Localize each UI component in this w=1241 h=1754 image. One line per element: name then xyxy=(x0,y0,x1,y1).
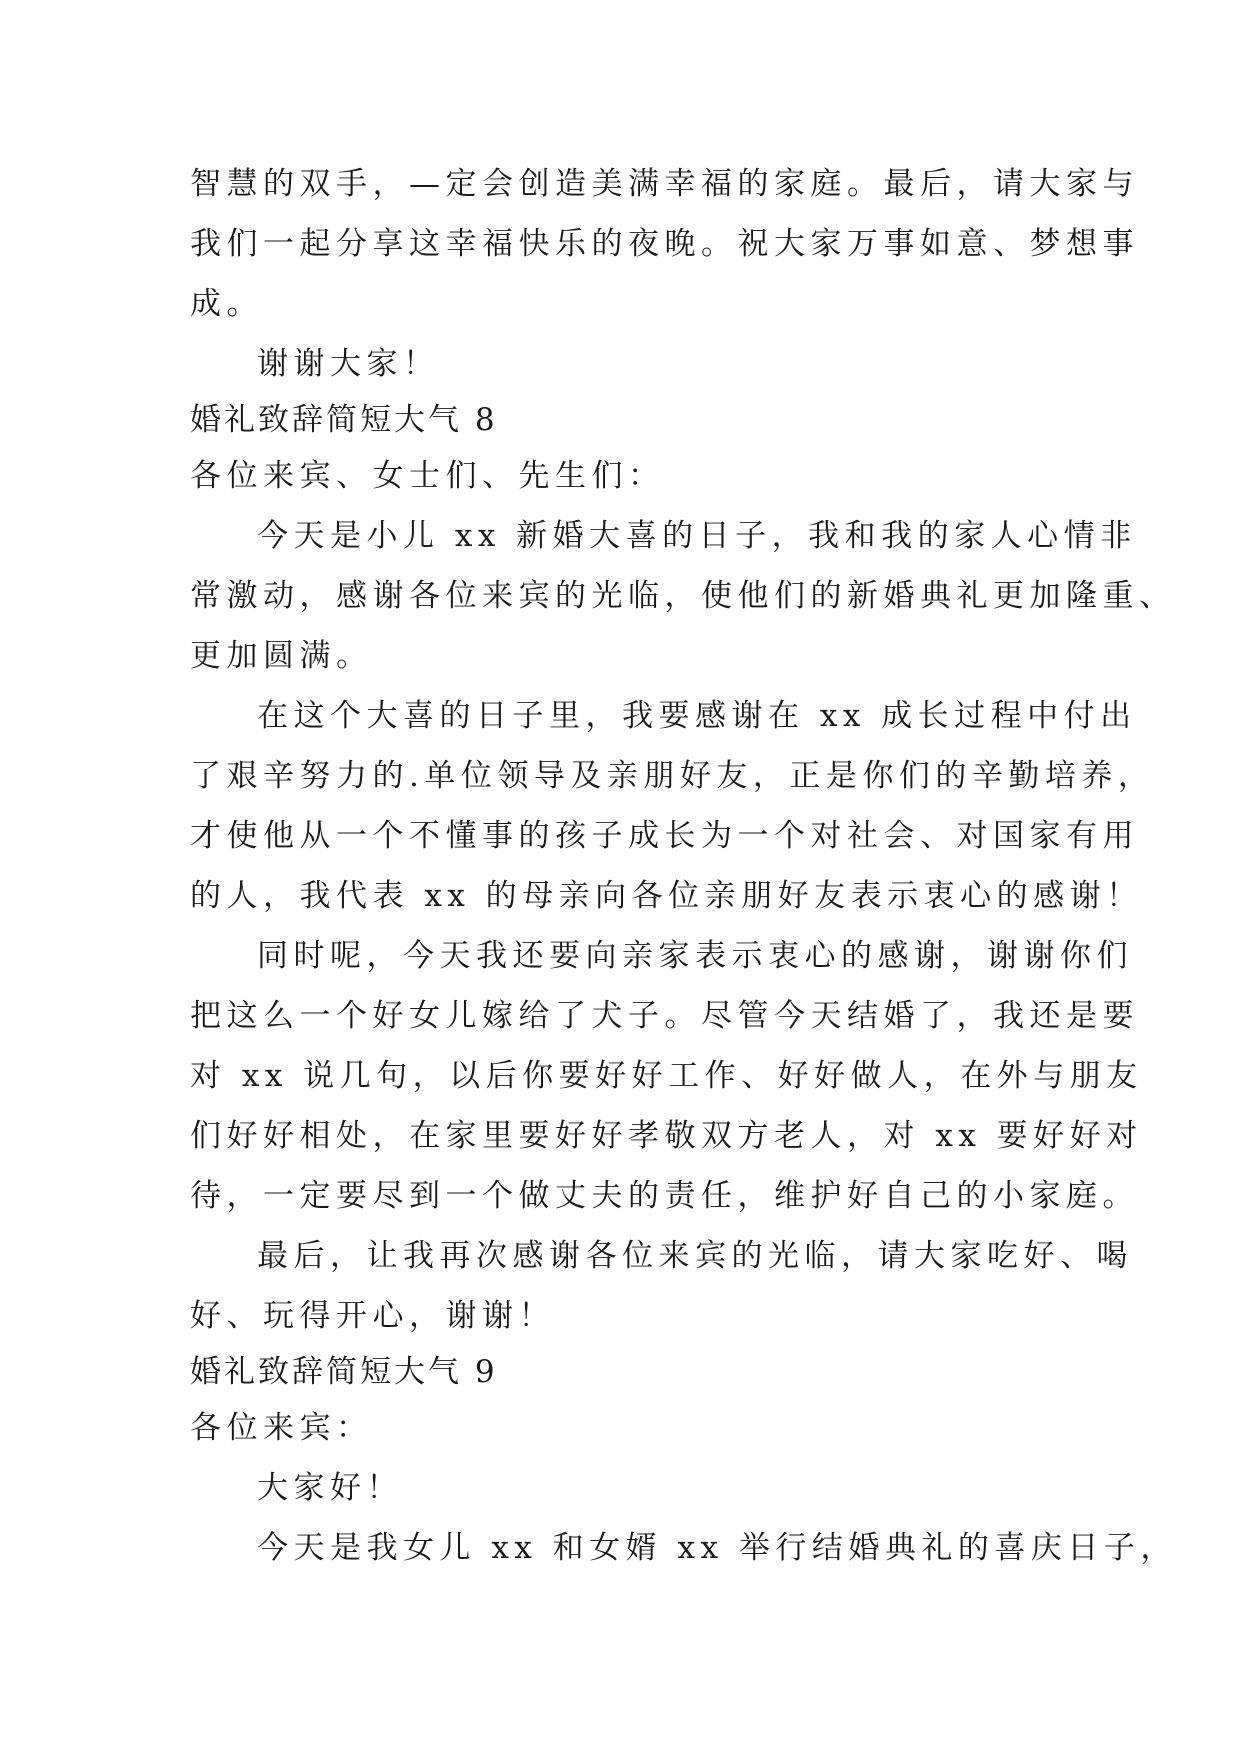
paragraph-line: 今天是我女儿 xx 和女婿 xx 举行结婚典礼的喜庆日子， xyxy=(257,1530,1177,1566)
salutation-line: 各位来宾、女士们、先生们： xyxy=(190,458,665,494)
paragraph-line: 我们一起分享这幸福快乐的夜晚。祝大家万事如意、梦想事 xyxy=(190,226,1139,262)
paragraph-line: 在这个大喜的日子里，我要感谢在 xx 成长过程中付出 xyxy=(257,698,1137,734)
paragraph-line: 谢谢大家！ xyxy=(257,346,440,382)
paragraph-line: 最后，让我再次感谢各位来宾的光临，请大家吃好、喝 xyxy=(257,1238,1133,1274)
paragraph-line: 才使他从一个不懂事的孩子成长为一个对社会、对国家有用 xyxy=(190,818,1139,854)
paragraph-line: 同时呢，今天我还要向亲家表示衷心的感谢，谢谢你们 xyxy=(257,938,1133,974)
paragraph-line: 好、玩得开心，谢谢！ xyxy=(190,1298,555,1334)
paragraph-line: 成。 xyxy=(190,286,263,322)
paragraph-line: 常激动，感谢各位来宾的光临，使他们的新婚典礼更加隆重、 xyxy=(190,578,1176,614)
paragraph-line: 更加圆满。 xyxy=(190,638,373,674)
section-heading: 婚礼致辞简短大气 8 xyxy=(190,402,498,438)
section-heading: 婚礼致辞简短大气 9 xyxy=(190,1354,498,1390)
paragraph-line: 了艰辛努力的.单位领导及亲朋好友，正是你们的辛勤培养， xyxy=(190,758,1155,794)
paragraph-line: 们好好相处，在家里要好好孝敬双方老人，对 xx 要好好对 xyxy=(190,1118,1143,1154)
paragraph-line: 把这么一个好女儿嫁给了犬子。尽管今天结婚了，我还是要 xyxy=(190,998,1139,1034)
paragraph-line: 的人，我代表 xx 的母亲向各位亲朋好友表示衷心的感谢！ xyxy=(190,878,1143,914)
paragraph-line: 对 xx 说几句，以后你要好好工作、好好做人，在外与朋友 xyxy=(190,1058,1143,1094)
paragraph-line: 大家好！ xyxy=(257,1470,403,1506)
paragraph-line: 今天是小儿 xx 新婚大喜的日子，我和我的家人心情非 xyxy=(257,518,1137,554)
paragraph-line: 智慧的双手，—定会创造美满幸福的家庭。最后，请大家与 xyxy=(190,166,1139,202)
paragraph-line: 待，一定要尽到一个做丈夫的责任，维护好自己的小家庭。 xyxy=(190,1178,1139,1214)
salutation-line: 各位来宾： xyxy=(190,1410,373,1446)
